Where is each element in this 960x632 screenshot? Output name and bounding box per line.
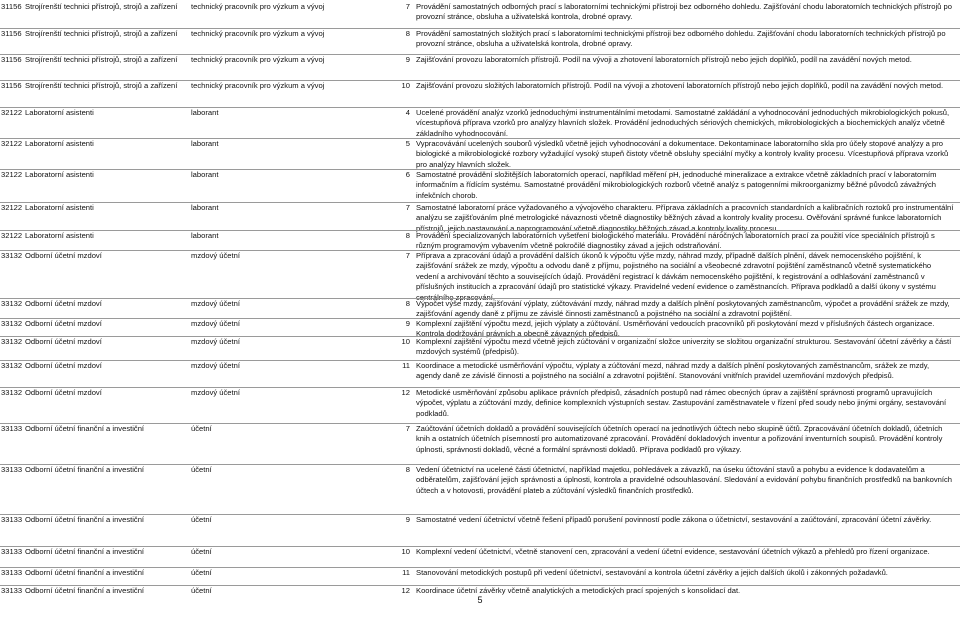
group-cell: Laboratorní asistenti bbox=[25, 139, 94, 148]
role-cell: technický pracovník pro výzkum a vývoj bbox=[191, 29, 325, 38]
table-row bbox=[0, 546, 960, 556]
level-cell: 6 bbox=[405, 170, 410, 179]
group-cell: Odborní účetní finanční a investiční bbox=[25, 424, 145, 433]
code-cell: 32122 bbox=[1, 108, 23, 117]
table-row bbox=[0, 567, 960, 577]
description-cell: Zajišťování provozu složitých laboratorních přístrojů. Podíl na vývoji a zhotovení laboratorních přístrojů nebo jejich doplňků, podíl na zavádění nových metod. bbox=[416, 81, 944, 90]
code-cell: 32122 bbox=[1, 231, 23, 240]
description-cell: Samostatné vedení účetnictví včetně řešení případů porušení povinností podle zákona o účetnictví, sestavování a zaúčtování, zpracování účetní závěrky. bbox=[416, 515, 932, 524]
page-number: 5 bbox=[477, 595, 483, 605]
level-cell: 9 bbox=[405, 55, 410, 64]
table-row bbox=[0, 318, 960, 339]
role-cell: technický pracovník pro výzkum a vývoj bbox=[191, 55, 325, 64]
table-row bbox=[0, 169, 960, 200]
group-cell: Odborní účetní mzdoví bbox=[25, 337, 102, 346]
group-cell: Odborní účetní finanční a investiční bbox=[25, 547, 145, 556]
description-cell: Výpočet výše mzdy, zajišťování výplaty, zúčtovávání mzdy, náhrad mzdy a dalších plnění poskytovaných zaměstnancům, výpočet a provádění srážek ze mzdy, zajišťování agendy daně z příjmu ze závislé činnosti zaměstnanců a pojistného na sociální a zdravotní pojištění. bbox=[416, 299, 950, 319]
role-cell: účetní bbox=[191, 515, 212, 524]
code-cell: 31156 bbox=[1, 55, 22, 64]
level-cell: 8 bbox=[405, 231, 410, 240]
table-row bbox=[0, 514, 960, 524]
code-cell: 33133 bbox=[1, 547, 23, 556]
code-cell: 31156 bbox=[1, 81, 22, 90]
table-row bbox=[0, 138, 960, 169]
code-cell: 32122 bbox=[1, 170, 23, 179]
level-cell: 12 bbox=[401, 388, 410, 397]
description-cell: Ucelené provádění analýz vzorků jednoduchými instrumentálními metodami. Samostatné zakládání a vyhodnocování jednoduchých mikrobiologických pokusů, vícestupňová příprava vzorků pro analýzy hlavních složek. Provádění jednoduchých sériových chemických, mikrobiologických a biochemických analýz včetně základního vyhodnocování. bbox=[416, 108, 950, 138]
table-row bbox=[0, 230, 960, 251]
table-row bbox=[0, 107, 960, 138]
role-cell: mzdový účetní bbox=[191, 319, 240, 328]
description-cell: Stanovování metodických postupů při vedení účetnictví, sestavování a kontrola účetní závěrky a jejich dalších úkolů i zákonných požadavků. bbox=[416, 568, 888, 577]
code-cell: 33132 bbox=[1, 251, 23, 260]
description-cell: Koordinace a metodické usměrňování výpočtu, výplaty a zúčtování mezd, náhrad mzdy a dalších plnění poskytovaných zaměstnancům, srážek ze mzdy, agendy daně ze závislé činnosti a pojistného na sociální a zdravotní pojištění. Stanovování vnitřních pravidel uzemňování mzdových předpisů. bbox=[416, 361, 930, 381]
group-cell: Odborní účetní finanční a investiční bbox=[25, 568, 145, 577]
level-cell: 9 bbox=[405, 515, 410, 524]
level-cell: 7 bbox=[405, 2, 410, 11]
group-cell: Odborní účetní finanční a investiční bbox=[25, 465, 145, 474]
group-cell: Laboratorní asistenti bbox=[25, 170, 94, 179]
level-cell: 12 bbox=[401, 586, 410, 595]
table-row bbox=[0, 202, 960, 233]
table-row bbox=[0, 250, 960, 302]
level-cell: 5 bbox=[405, 139, 410, 148]
role-cell: mzdový účetní bbox=[191, 251, 240, 260]
description-cell: Samostatné laboratorní práce vyžadovaného a vývojového charakteru. Příprava základních a pracovních standardních a kalibračních roztoků pro instrumentální analýzu se zajišťováním plné metrologické návaznosti včetně diagnostiky běžných závad a kontroly kvality procesu. Ověřování správné funkce laboratorních přístrojů, jejich nastavování a naprogramování včetně diagnostiky běžných závad a kontroly kvality procesu. bbox=[416, 203, 954, 233]
table-row bbox=[0, 80, 960, 90]
description-cell: Příprava a zpracování údajů a provádění dalších úkonů k výpočtu výše mzdy, náhrad mzdy, případně dalších plnění, dávek nemocenského pojištění, k zajišťování srážek ze mzdy, výpočtu a odvodu daně z příjmu, pojistného na sociální a všeobecné zdravotní pojištění zaměstnanců včetně systematického vedení a archivování těchto a souvisejících údajů. Provádění registrací k dávkám nemocenského pojištění, k registrování a odhlašování zaměstnanců v příslušných institucích a zpracování údajů pro statistické výkazy. Pravidelné vedení evidence o zaměstnancích. Příprava podkladů a další úkony v systému centrálního zpracování. bbox=[416, 251, 936, 302]
level-cell: 9 bbox=[405, 319, 410, 328]
description-cell: Provádění samostatných složitých prací s laboratorními technickými přístroji bez odborného dohledu. Zajišťování chodu laboratorních technických přístrojů po provozní stránce, obsluha a uživatelská kontrola, drobné opravy. bbox=[416, 29, 946, 49]
level-cell: 10 bbox=[401, 337, 410, 346]
role-cell: technický pracovník pro výzkum a vývoj bbox=[191, 2, 325, 11]
description-cell: Metodické usměrňování způsobu aplikace právních předpisů, zásadních postupů nad rámec obecných úprav a zajištění správnosti programů upravujících výpočet, výplatu a zúčtování mzdy, definice komplexních výstupních sestav. Zastupování zaměstnavatele v řízení před soudy nebo jinými orgány, sestavování podkladů. bbox=[416, 388, 947, 418]
role-cell: mzdový účetní bbox=[191, 299, 240, 308]
table-row bbox=[0, 585, 960, 595]
code-cell: 31156 bbox=[1, 2, 22, 11]
group-cell: Strojírenští technici přístrojů, strojů a zařízení bbox=[25, 2, 178, 11]
role-cell: účetní bbox=[191, 547, 212, 556]
group-cell: Odborní účetní mzdoví bbox=[25, 388, 102, 397]
description-cell: Provádění specializovaných laboratorních vyšetření biologického materiálu. Provádění náročných laboratorních prací za použití více speciálních přístrojů s různým programovým vybavením včetně pokročilé diagnostiky závad a jejich odstraňování. bbox=[416, 231, 935, 251]
level-cell: 11 bbox=[402, 568, 410, 577]
level-cell: 4 bbox=[405, 108, 410, 117]
description-cell: Vypracovávání ucelených souborů výsledků včetně jejich vyhodnocování a dokumentace. Dekontaminace laboratorního skla pro účely stopové analýzy a pro biologické a mikrobiologické rozbory vyžadující vysoký stupeň čistoty včetně obsluhy speciální myčky a kontroly kvality procesu. Vícestupňová příprava vzorků pro analýzy hlavních složek. bbox=[416, 139, 949, 169]
group-cell: Odborní účetní finanční a investiční bbox=[25, 515, 145, 524]
level-cell: 8 bbox=[405, 299, 410, 308]
role-cell: mzdový účetní bbox=[191, 337, 240, 346]
table-row bbox=[0, 423, 960, 454]
code-cell: 33132 bbox=[1, 388, 23, 397]
code-cell: 33133 bbox=[1, 515, 23, 524]
level-cell: 10 bbox=[401, 81, 410, 90]
level-cell: 7 bbox=[405, 424, 410, 433]
code-cell: 32122 bbox=[1, 139, 23, 148]
code-cell: 32122 bbox=[1, 203, 23, 212]
role-cell: účetní bbox=[191, 465, 212, 474]
group-cell: Odborní účetní mzdoví bbox=[25, 361, 102, 370]
description-cell: Komplexní zajištění výpočtu mezd včetně jejich zúčtování v organizační složce univerzity se složitou organizační strukturou. Sestavování účetní závěrky a částí mzdových systémů (předpisů). bbox=[416, 337, 952, 357]
role-cell: účetní bbox=[191, 586, 212, 595]
level-cell: 8 bbox=[405, 465, 410, 474]
code-cell: 33133 bbox=[1, 424, 23, 433]
role-cell: mzdový účetní bbox=[191, 361, 240, 370]
group-cell: Laboratorní asistenti bbox=[25, 231, 94, 240]
code-cell: 33132 bbox=[1, 319, 23, 328]
description-cell: Zajišťování provozu laboratorních přístrojů. Podíl na vývoji a zhotovení laboratorních přístrojů nebo jejich doplňků, podíl na zavádění nových metod. bbox=[416, 55, 912, 64]
group-cell: Odborní účetní finanční a investiční bbox=[25, 586, 145, 595]
role-cell: mzdový účetní bbox=[191, 388, 240, 397]
description-cell: Provádění samostatných odborných prací s laboratorními technickými přístroji bez odborného dohledu. Zajišťování chodu laboratorních technických přístrojů po provozní stránce, obsluha a uživatelská kontrola, drobné opravy. bbox=[416, 2, 952, 22]
table-row bbox=[0, 387, 960, 418]
role-cell: laborant bbox=[191, 108, 219, 117]
group-cell: Odborní účetní mzdoví bbox=[25, 251, 102, 260]
level-cell: 10 bbox=[401, 547, 410, 556]
description-cell: Komplexní zajištění výpočtu mezd, jejich výplaty a zúčtování. Usměrňování vedoucích pracovníků při poskytování mezd v příslušných částech organizace. Kontrola dodržování právních a obecně závazných předpisů. bbox=[416, 319, 935, 339]
group-cell: Laboratorní asistenti bbox=[25, 108, 94, 117]
code-cell: 33133 bbox=[1, 465, 23, 474]
role-cell: laborant bbox=[191, 203, 219, 212]
level-cell: 7 bbox=[405, 251, 410, 260]
code-cell: 31156 bbox=[1, 29, 22, 38]
level-cell: 11 bbox=[402, 361, 410, 370]
description-cell: Koordinace účetní závěrky včetně analytických a metodických prací spojených s konsolidací dat. bbox=[416, 586, 741, 595]
group-cell: Odborní účetní mzdoví bbox=[25, 299, 102, 308]
description-cell: Komplexní vedení účetnictví, včetně stanovení cen, zpracování a vedení účetní evidence, sestavování účetních výkazů a přehledů pro řízení organizace. bbox=[416, 547, 930, 556]
group-cell: Odborní účetní mzdoví bbox=[25, 319, 102, 328]
table-row bbox=[0, 464, 960, 495]
code-cell: 33133 bbox=[1, 568, 23, 577]
table-row bbox=[0, 28, 960, 49]
code-cell: 33132 bbox=[1, 361, 23, 370]
table-row bbox=[0, 298, 960, 319]
description-cell: Vedení účetnictví na ucelené části účetnictví, například majetku, pohledávek a závazků, na úseku účtování stavů a pohybu a evidence k dodavatelům a odběratelům, zajišťování jejich správnosti a úplnosti, kontrola a pravidelné odsouhlasování. Sledování a evidování pohybu finančních prostředků na bankovních účtech a v hotovosti, provádění plateb a zúčtování výsledků finančních prostředků. bbox=[416, 465, 953, 495]
table-row bbox=[0, 360, 960, 381]
role-cell: laborant bbox=[191, 139, 219, 148]
role-cell: laborant bbox=[191, 231, 219, 240]
description-cell: Samostatné provádění složitějších laboratorních operací, například měření pH, jednoduché mineralizace a extrakce včetně základních prací v laboratorním informačním a řídícím systému. Samostatné provádění mikrobiologických rozborů včetně analýz s patogenními mikroorganizmy běžné původců závažných infekčních chorob. bbox=[416, 170, 937, 200]
code-cell: 33132 bbox=[1, 299, 23, 308]
table-row bbox=[0, 336, 960, 357]
role-cell: laborant bbox=[191, 170, 219, 179]
group-cell: Strojírenští technici přístrojů, strojů a zařízení bbox=[25, 81, 178, 90]
level-cell: 8 bbox=[405, 29, 410, 38]
role-cell: technický pracovník pro výzkum a vývoj bbox=[191, 81, 325, 90]
level-cell: 7 bbox=[405, 203, 410, 212]
group-cell: Strojírenští technici přístrojů, strojů a zařízení bbox=[25, 29, 178, 38]
role-cell: účetní bbox=[191, 424, 212, 433]
code-cell: 33132 bbox=[1, 337, 23, 346]
group-cell: Strojírenští technici přístrojů, strojů a zařízení bbox=[25, 55, 178, 64]
group-cell: Laboratorní asistenti bbox=[25, 203, 94, 212]
description-cell: Zaúčtování účetních dokladů a provádění souvisejících účetních operací na jednotlivých účtech nebo skupině účtů. Zpracovávání účetních dokladů, účetních knih a ostatních účetních písemností pro automatizované zpracování. Provádění dokladových inventur a pořizování inventurních soupisů. Provádění kontroly úplnosti, správnosti dokladů, věcné a formální správnosti dokladů. Příprava podkladů pro výkazy. bbox=[416, 424, 943, 454]
table-row bbox=[0, 54, 960, 64]
code-cell: 33133 bbox=[1, 586, 23, 595]
role-cell: účetní bbox=[191, 568, 212, 577]
